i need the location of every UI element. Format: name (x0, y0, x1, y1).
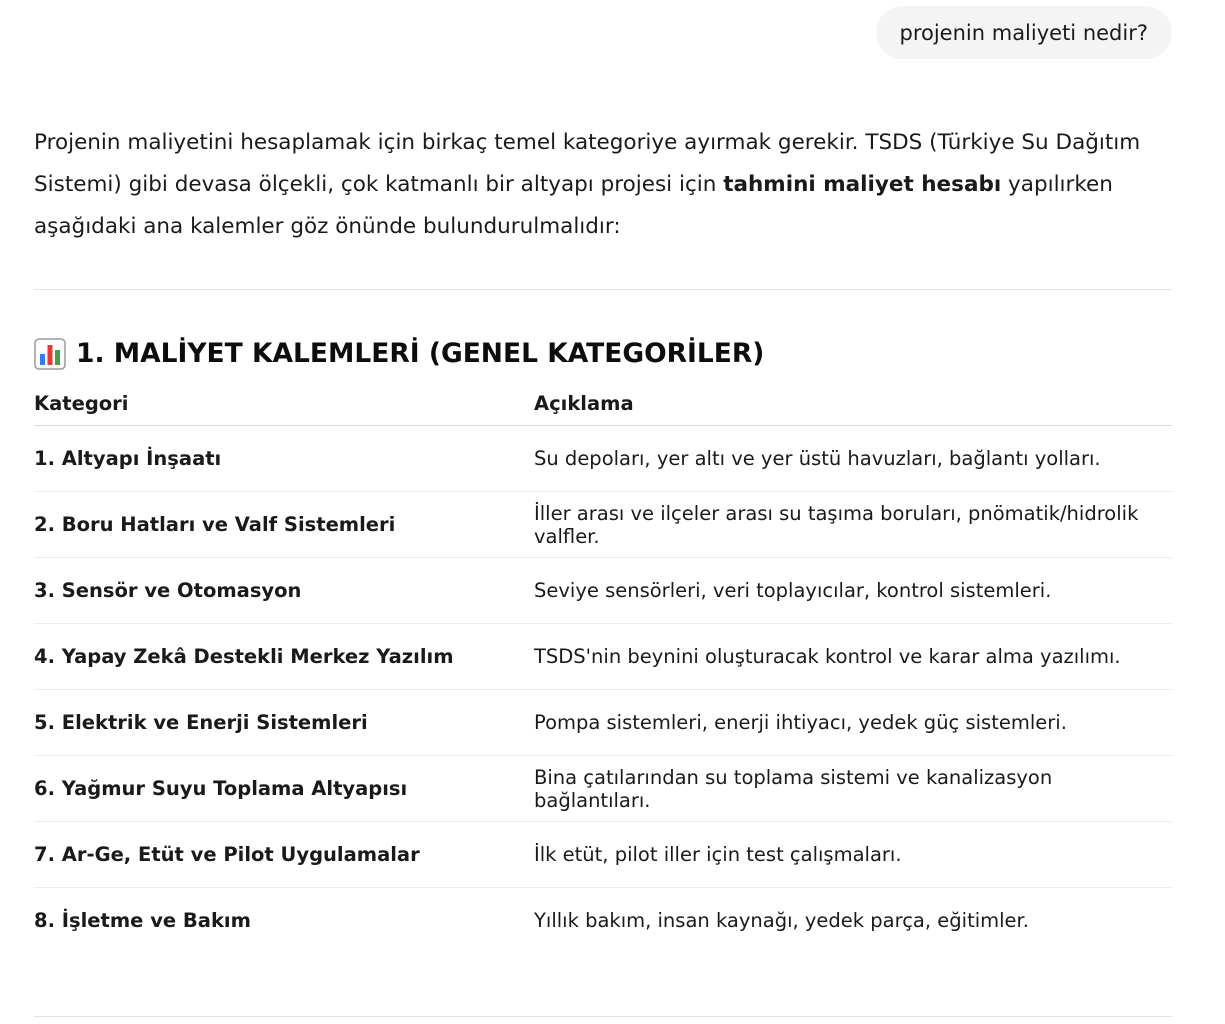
description-cell: Seviye sensörleri, veri toplayıcılar, kontrol sistemleri. (534, 558, 1172, 624)
section-heading (34, 334, 764, 374)
intro-text-part2: yapılırken aşağıdaki ana kalemler göz önünde bulundurulmalıdır: (34, 172, 1113, 239)
table-row (34, 492, 1172, 558)
table-row (34, 426, 1172, 492)
user-message-bubble (876, 6, 1173, 59)
table-header-row (34, 382, 1172, 426)
description-cell: Su depoları, yer altı ve yer üstü havuzları, bağlantı yolları. (534, 426, 1172, 492)
category-cell: 2. Boru Hatları ve Valf Sistemleri (34, 492, 534, 558)
table-row (34, 690, 1172, 756)
category-cell: 7. Ar-Ge, Etüt ve Pilot Uygulamalar (34, 822, 534, 888)
description-cell: Pompa sistemleri, enerji ihtiyacı, yedek güç sistemleri. (534, 690, 1172, 756)
header-aciklama: Açıklama (534, 382, 1172, 426)
table-row (34, 558, 1172, 624)
assistant-message (34, 122, 1172, 248)
description-cell: İller arası ve ilçeler arası su taşıma boruları, pnömatik/hidrolik valfler. (534, 492, 1172, 558)
category-cell: 3. Sensör ve Otomasyon (34, 558, 534, 624)
table-row (34, 888, 1172, 954)
intro-bold-text: tahmini maliyet hesabı (723, 172, 1002, 197)
header-kategori: Kategori (34, 382, 534, 426)
intro-text-part1: Projenin maliyetini hesaplamak için birkaç temel kategoriye ayırmak gerekir. TSDS (Türkiye Su Dağıtım Sistemi) gibi devasa ölçekli, çok katmanlı bir altyapı projesi için (34, 130, 1141, 197)
category-cell: 5. Elektrik ve Enerji Sistemleri (34, 690, 534, 756)
category-cell: 4. Yapay Zekâ Destekli Merkez Yazılım (34, 624, 534, 690)
description-cell: TSDS'nin beynini oluşturacak kontrol ve karar alma yazılımı. (534, 624, 1172, 690)
divider-bottom (34, 1016, 1172, 1017)
description-cell: İlk etüt, pilot iller için test çalışmaları. (534, 822, 1172, 888)
table-row (34, 822, 1172, 888)
cost-table-container (34, 382, 1172, 953)
user-message-text: projenin maliyeti nedir? (899, 20, 1148, 45)
description-cell: Bina çatılarından su toplama sistemi ve kanalizasyon bağlantıları. (534, 756, 1172, 822)
category-cell: 1. Altyapı İnşaatı (34, 426, 534, 492)
category-cell: 8. İşletme ve Bakım (34, 909, 251, 932)
intro-paragraph (34, 122, 1172, 248)
category-cell: 6. Yağmur Suyu Toplama Altyapısı (34, 756, 534, 822)
table-row (34, 624, 1172, 690)
table-row (34, 756, 1172, 822)
cost-table (34, 382, 1172, 953)
divider-top (34, 289, 1172, 290)
bar-chart-icon (34, 338, 66, 370)
description-cell: Yıllık bakım, insan kaynağı, yedek parça, eğitimler. (534, 909, 1029, 932)
section-title-text: 1. MALİYET KALEMLERİ (GENEL KATEGORİLER) (76, 338, 765, 369)
